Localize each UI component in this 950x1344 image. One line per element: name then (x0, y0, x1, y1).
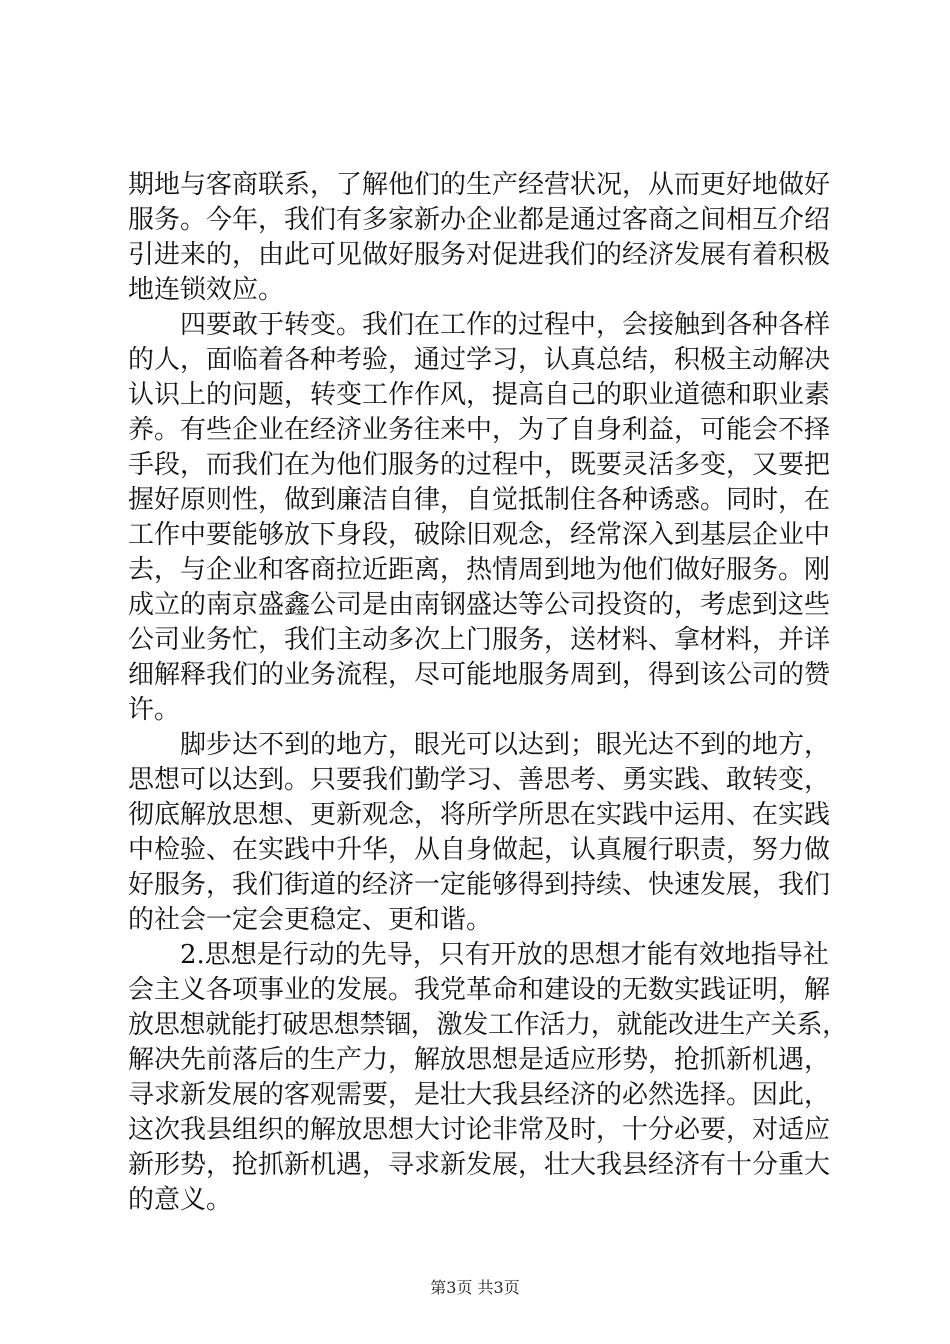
text-line: 养。有些企业在经济业务往来中，为了自身利益，可能会不择 (128, 415, 831, 445)
text-line: 细解释我们的业务流程，尽可能地服务周到，得到该公司的赞 (128, 660, 831, 690)
text-line: 会主义各项事业的发展。我党革命和建设的无数实践证明，解 (128, 975, 831, 1005)
text-line: 手段，而我们在为他们服务的过程中，既要灵活多变，又要把 (128, 450, 831, 480)
text-line: 引进来的，由此可见做好服务对促进我们的经济发展有着积极 (128, 240, 831, 270)
page-number-footer: 第3页 共3页 (430, 1278, 520, 1297)
text-line: 去，与企业和客商拉近距离，热情周到地为他们做好服务。刚 (128, 555, 831, 585)
text-line: 新形势，抢抓新机遇，寻求新发展，壮大我县经济有十分重大 (128, 1150, 831, 1180)
text-line: 期地与客商联系，了解他们的生产经营状况，从而更好地做好 (128, 170, 831, 200)
document-body (128, 168, 848, 1218)
text-line: 成立的南京盛鑫公司是由南钢盛达等公司投资的，考虑到这些 (128, 590, 831, 620)
text-line: 的人，面临着各种考验，通过学习，认真总结，积极主动解决 (128, 345, 831, 375)
text-line: 的意义。 (128, 1185, 233, 1215)
text-line: 中检验、在实践中升华，从自身做起，认真履行职责，努力做 (128, 835, 831, 865)
text-line: 服务。今年，我们有多家新办企业都是通过客商之间相互介绍 (128, 205, 831, 235)
text-line: 好服务，我们街道的经济一定能够得到持续、快速发展，我们 (128, 870, 831, 900)
text-line: 2.思想是行动的先导，只有开放的思想才能有效地指导社 (180, 940, 829, 970)
text-line: 握好原则性，做到廉洁自律，自觉抵制住各种诱惑。同时，在 (128, 485, 831, 515)
text-line: 四要敢于转变。我们在工作的过程中，会接触到各种各样 (180, 310, 831, 340)
text-line: 地连锁效应。 (128, 275, 285, 305)
text-line: 脚步达不到的地方，眼光可以达到；眼光达不到的地方， (180, 730, 831, 760)
text-line: 这次我县组织的解放思想大讨论非常及时，十分必要，对适应 (128, 1115, 831, 1145)
text-line: 思想可以达到。只要我们勤学习、善思考、勇实践、敢转变， (128, 765, 831, 795)
text-line: 放思想就能打破思想禁锢，激发工作活力，就能改进生产关系， (128, 1010, 848, 1040)
text-line: 彻底解放思想、更新观念，将所学所思在实践中运用、在实践 (128, 800, 831, 830)
text-line: 的社会一定会更稳定、更和谐。 (128, 905, 493, 935)
text-line: 认识上的问题，转变工作作风，提高自己的职业道德和职业素 (128, 380, 831, 410)
text-line: 解决先前落后的生产力，解放思想是适应形势，抢抓新机遇， (128, 1045, 831, 1075)
text-line: 许。 (128, 695, 181, 725)
text-line: 工作中要能够放下身段，破除旧观念，经常深入到基层企业中 (128, 520, 831, 550)
text-line: 寻求新发展的客观需要，是壮大我县经济的必然选择。因此， (128, 1080, 831, 1110)
text-line: 公司业务忙，我们主动多次上门服务，送材料、拿材料，并详 (128, 625, 831, 655)
